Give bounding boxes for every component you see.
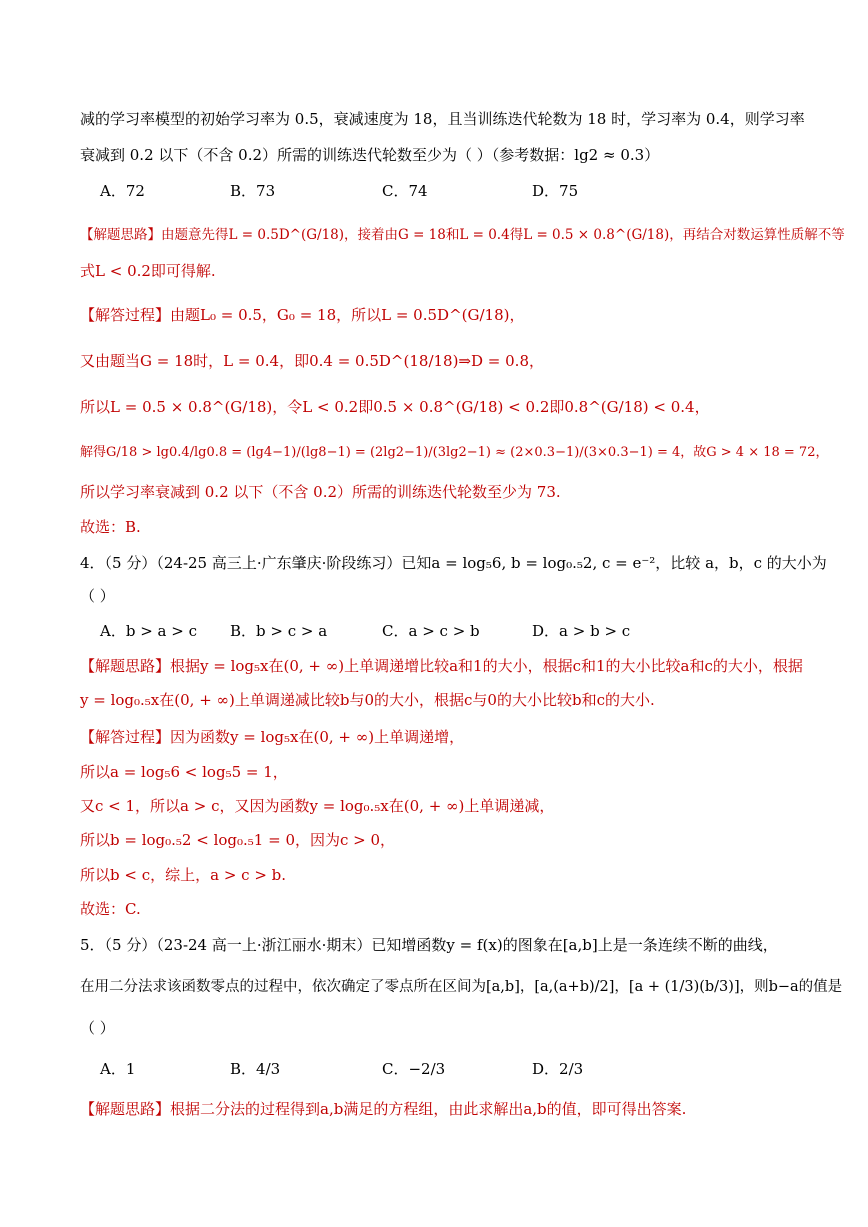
q4-solution-line1: 【解答过程】因为函数y = log₅x在(0, + ∞)上单调递增， bbox=[80, 728, 465, 746]
q4-option-d: D．a > b > c bbox=[532, 622, 631, 640]
q3-option-d: D．75 bbox=[532, 182, 579, 200]
q3-idea-line1: 【解题思路】由题意先得L = 0.5D^(G/18)，接着由G = 18和L = 0.4得L = 0.5 × 0.8^(G/18)，再结合对数运算性质解不等 bbox=[80, 227, 845, 243]
q3-stem-line2: 衰减到 0.2 以下（不含 0.2）所需的训练迭代轮数至少为（ ）（参考数据：lg2 ≈ 0.3） bbox=[80, 146, 660, 164]
q3-option-a: A．72 bbox=[100, 182, 145, 200]
q4-idea-line2: y = log₀.₅x在(0, + ∞)上单调递减比较b与0的大小，根据c与0的大小比较b和c的大小. bbox=[80, 691, 655, 709]
q4-answer: 故选：C. bbox=[80, 900, 141, 918]
q4-option-a: A．b > a > c bbox=[100, 622, 197, 640]
q3-solution-line1: 【解答过程】由题L₀ = 0.5，G₀ = 18，所以L = 0.5D^(G/18)， bbox=[80, 306, 525, 324]
q3-stem-line1: 减的学习率模型的初始学习率为 0.5，衰减速度为 18，且当训练迭代轮数为 18 时，学习率为 0.4，则学习率 bbox=[80, 110, 805, 128]
q5-options bbox=[100, 1059, 660, 1079]
q5-option-d: D．2/3 bbox=[532, 1060, 584, 1078]
q3-solution-line2: 又由题当G = 18时，L = 0.4，即0.4 = 0.5D^(18/18)⇒D = 0.8， bbox=[80, 352, 544, 370]
q3-answer: 故选：B. bbox=[80, 518, 141, 536]
q3-solution-line4: 解得G/18 > lg0.4/lg0.8 = (lg4−1)/(lg8−1) = (2lg2−1)/(3lg2−1) ≈ (2×0.3−1)/(3×0.3−1) = 4，故G > 4 × 18 = 72， bbox=[80, 445, 829, 460]
q4-stem-line1: 4．（5 分）（24-25 高三上·广东肇庆·阶段练习）已知a = log₅6, b = log₀.₅2, c = e⁻²，比较 a，b，c 的大小为 bbox=[80, 554, 827, 572]
q3-options bbox=[100, 181, 660, 201]
q4-solution-line3: 又c < 1，所以a > c，又因为函数y = log₀.₅x在(0, + ∞)上单调递减， bbox=[80, 797, 555, 815]
q5-stem-line2: 在用二分法求该函数零点的过程中，依次确定了零点所在区间为[a,b]，[a,(a+b)/2]，[a + (1/3)(b/3)]，则b−a的值是 bbox=[80, 979, 843, 995]
q5-stem-line3: （ ） bbox=[80, 1019, 115, 1037]
q5-stem-line1: 5．（5 分）（23-24 高一上·浙江丽水·期末）已知增函数y = f(x)的图象在[a,b]上是一条连续不断的曲线， bbox=[80, 936, 778, 954]
q4-idea-line1: 【解题思路】根据y = log₅x在(0, + ∞)上单调递增比较a和1的大小，根据c和1的大小比较a和c的大小，根据 bbox=[80, 657, 803, 675]
q4-stem-line2: （ ） bbox=[80, 587, 115, 605]
q5-idea-line1: 【解题思路】根据二分法的过程得到a,b满足的方程组，由此求解出a,b的值，即可得出答案. bbox=[80, 1100, 687, 1118]
q3-solution-line3: 所以L = 0.5 × 0.8^(G/18)，令L < 0.2即0.5 × 0.8^(G/18) < 0.2即0.8^(G/18) < 0.4， bbox=[80, 398, 710, 416]
q4-solution-line2: 所以a = log₅6 < log₅5 = 1， bbox=[80, 763, 288, 781]
q3-option-b: B．73 bbox=[230, 182, 276, 200]
q4-solution-line4: 所以b = log₀.₅2 < log₀.₅1 = 0，因为c > 0， bbox=[80, 831, 396, 849]
q4-options bbox=[100, 621, 660, 641]
q5-option-b: B．4/3 bbox=[230, 1060, 281, 1078]
q5-option-c: C．−2/3 bbox=[382, 1060, 446, 1078]
q4-solution-line5: 所以b < c，综上，a > c > b. bbox=[80, 866, 287, 884]
q3-idea-line2: 式L < 0.2即可得解. bbox=[80, 262, 216, 280]
q5-option-a: A．1 bbox=[100, 1060, 136, 1078]
q3-option-c: C．74 bbox=[382, 182, 428, 200]
q4-option-c: C．a > c > b bbox=[382, 622, 480, 640]
q4-option-b: B．b > c > a bbox=[230, 622, 328, 640]
q3-solution-line5: 所以学习率衰减到 0.2 以下（不含 0.2）所需的训练迭代轮数至少为 73. bbox=[80, 483, 561, 501]
